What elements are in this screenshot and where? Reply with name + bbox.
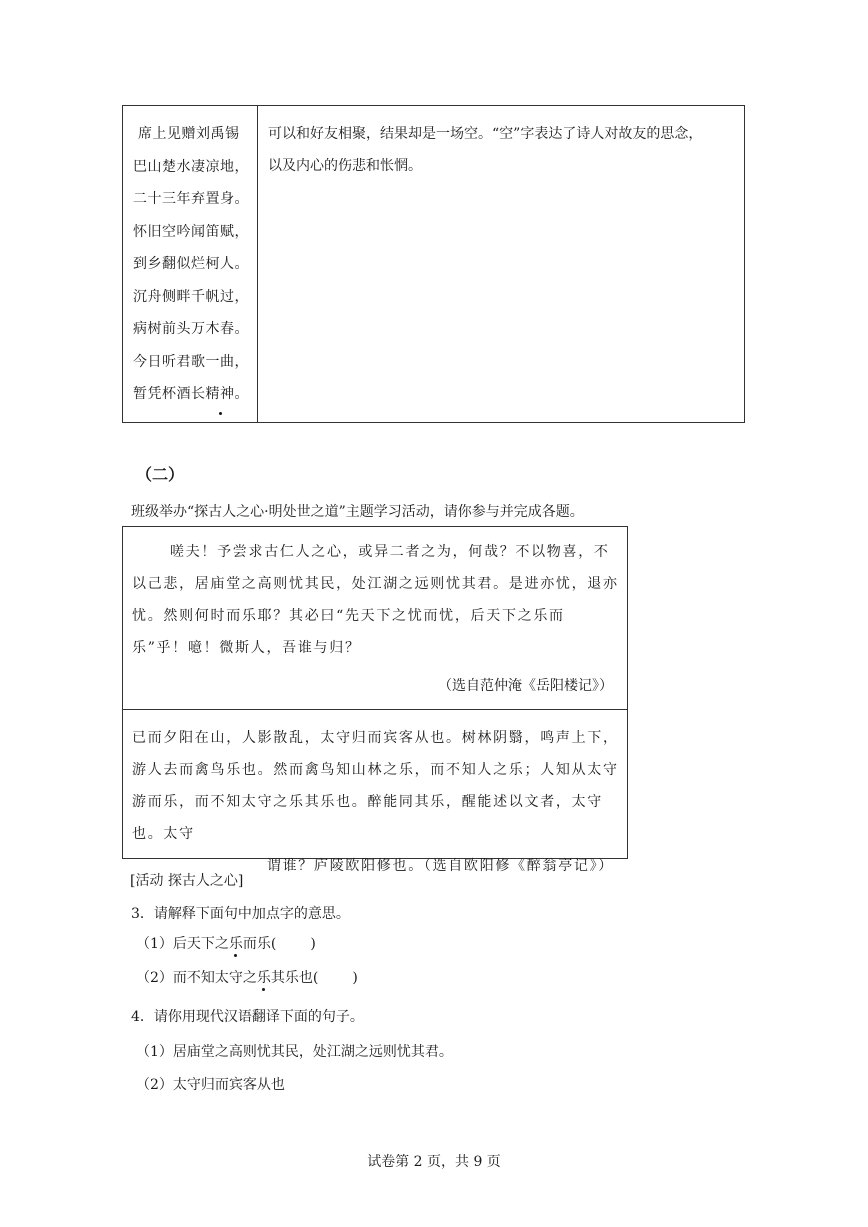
passage-2-last-line: 谓谁？庐陵欧阳修也。（选自欧阳修《醉翁亭记》） — [266, 858, 614, 874]
question-4-item-1: （1）居庙堂之高则忧其民，处江湖之远则忧其君。 — [136, 1044, 453, 1060]
passage-box — [122, 526, 628, 874]
passage-2 — [132, 722, 620, 882]
poem-line: 沉舟侧畔千帆过， — [133, 288, 249, 305]
poem-line: 到乡翻似烂柯人。 — [133, 256, 249, 272]
analysis-line: 可以和好友相聚，结果却是一场空。“空”字表达了诗人对故友的思念， — [268, 126, 703, 142]
question-3-prompt: 3．请解释下面句中加点字的意思。 — [131, 906, 350, 922]
analysis-line: 以及内心的伤悲和怅惘。 — [268, 158, 422, 174]
section-intro: 班级举办“探古人之心·明处世之道”主题学习活动，请你参与并完成各题。 — [131, 504, 584, 520]
dotted-text: 乐 — [229, 933, 243, 953]
passage-divider — [123, 709, 627, 710]
poem-table — [122, 105, 745, 423]
q3-item1-close: ) — [310, 936, 316, 952]
poem-last-line-end: 。 — [234, 386, 249, 402]
section-title: （二） — [136, 465, 185, 484]
dotted-text: 乐 — [257, 967, 271, 987]
poem-column — [123, 106, 258, 422]
dotted-text: 精神 — [206, 378, 235, 411]
poem-title: 席上见赠刘禹锡 — [138, 126, 240, 142]
passage-1-text: 嗟夫！予尝求古仁人之心，或异二者之为，何哉？不以物喜，不以己悲，居庙堂之高则忧其民，处江湖之远则忧其君。是进亦忧，退亦忧。然则何时而乐耶？其必曰“先天下之忧而忧，后天下之乐而乐”乎！噫！微斯人，吾谁与归？ — [132, 544, 619, 656]
poem-last-line — [133, 378, 257, 411]
q3-item2-close: ) — [352, 970, 358, 986]
poem-line: 病树前头万木春。 — [133, 321, 249, 337]
question-3-item-2 — [136, 967, 358, 987]
question-4-prompt: 4．请你用现代汉语翻译下面的句子。 — [131, 1009, 364, 1025]
q3-item1-pre: （1）后天下之 — [136, 936, 229, 952]
poem-line: 怀旧空吟闻笛赋， — [133, 223, 249, 240]
analysis-column — [268, 118, 738, 182]
passage-2-text: 已而夕阳在山，人影散乱，太守归而宾客从也。树林阴翳，鸣声上下，游人去而禽鸟乐也。然而禽鸟知山林之乐，而不知人之乐；人知从太守游而乐，而不知太守之乐其乐也。醉能同其乐，醒能述以文者，太守也。太守 — [132, 730, 619, 842]
poem-line: 巴山楚水凄凉地， — [133, 158, 249, 175]
passage-1-source: （选自范仲淹《岳阳楼记》） — [438, 678, 613, 694]
activity-label: [活动 探古人之心] — [130, 873, 244, 889]
poem-line: 今日听君歌一曲， — [133, 353, 249, 370]
q3-item2-post: 其乐也( — [270, 970, 319, 986]
passage-1 — [132, 536, 620, 664]
question-4-item-2: （2）太守归而宾客从也 — [136, 1077, 285, 1093]
question-3-item-1 — [136, 933, 316, 953]
page-footer: 试卷第 2 页，共 9 页 — [367, 1154, 501, 1170]
q3-item2-pre: （2）而不知太守之 — [136, 970, 257, 986]
poem-line: 二十三年弃置身。 — [133, 191, 249, 207]
q3-item1-post: 而乐( — [242, 936, 277, 952]
poem-last-line-plain: 暂凭杯酒长 — [133, 386, 206, 402]
